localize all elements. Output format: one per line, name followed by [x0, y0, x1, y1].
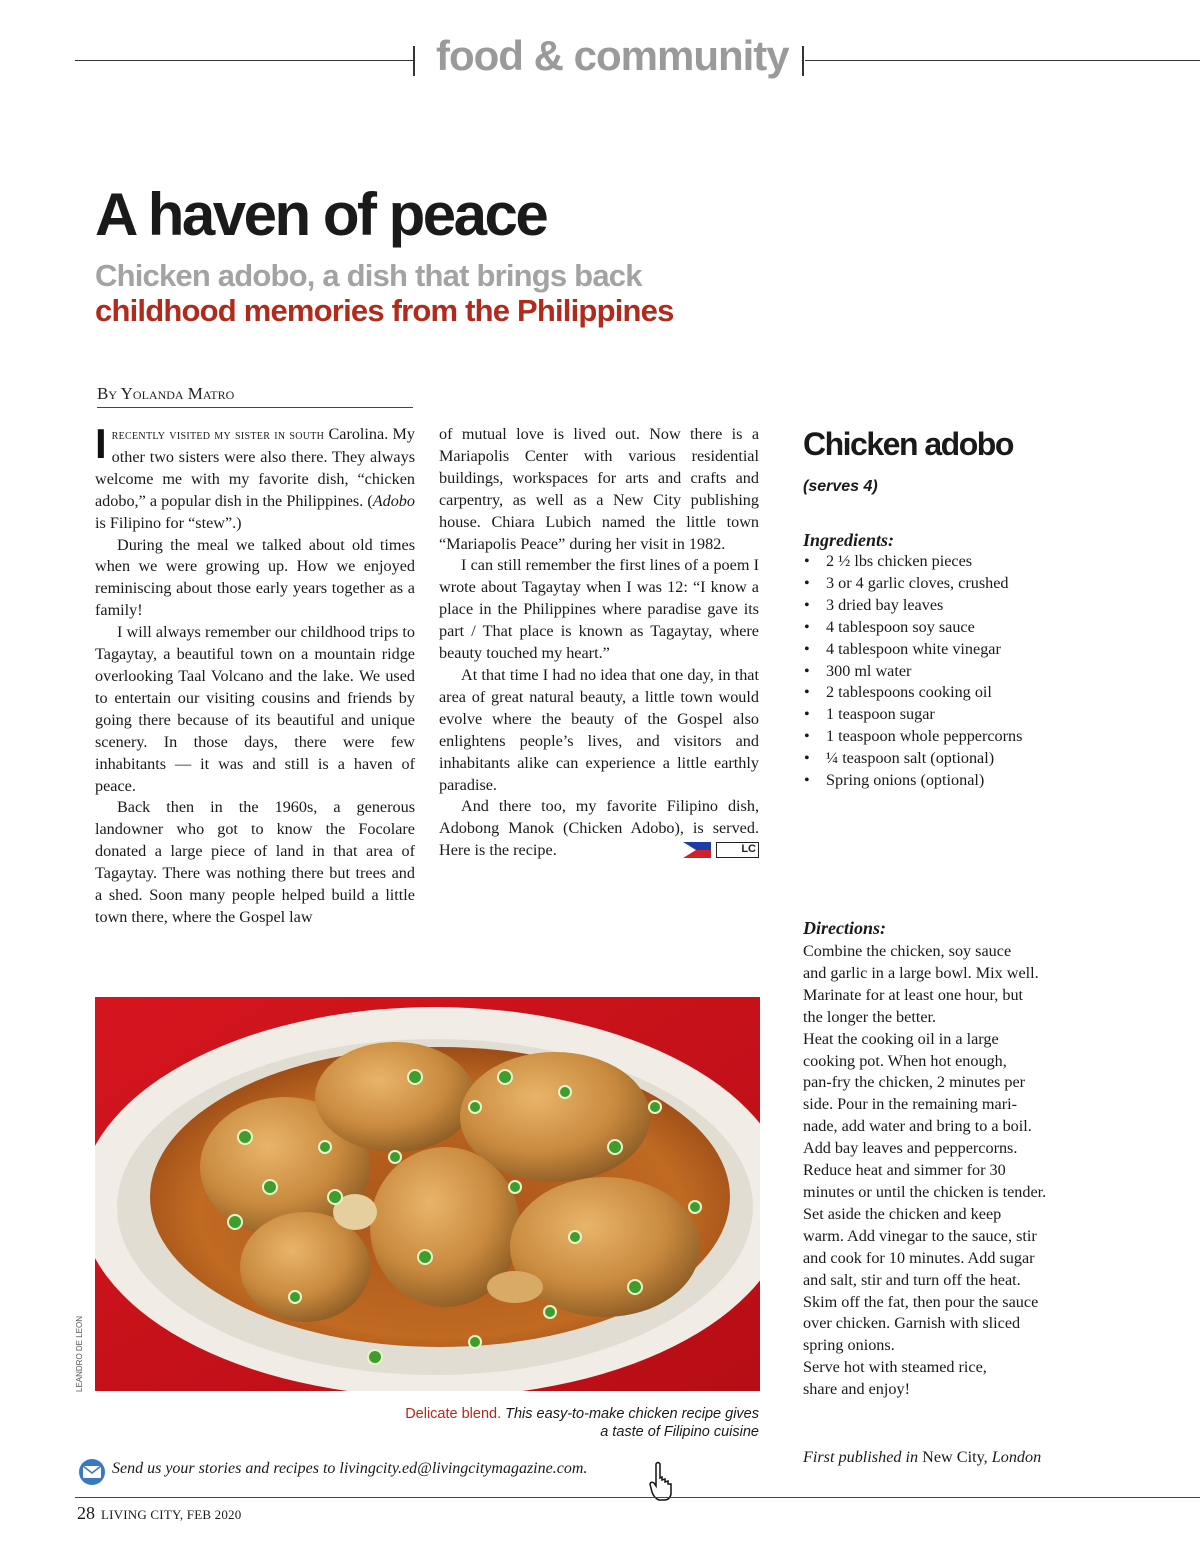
directions-line: Reduce heat and simmer for 30 [803, 1161, 1006, 1180]
footer-rule [75, 1497, 1200, 1498]
hand-pointer-icon [648, 1460, 676, 1502]
directions-line: Serve hot with steamed rice, [803, 1358, 987, 1377]
ingredient-item: • 300 ml water [803, 661, 1022, 683]
ingredient-item: • ¼ teaspoon salt (optional) [803, 748, 1022, 770]
paragraph-6: At that time I had no idea that one day, in that area of great natural beauty, a little town would evolve where the beauty of the Gospel also enlightens people’s lives, and visitors and inhabitants alike can experience a little earthly paradise. [439, 665, 759, 794]
directions-line: cooking pot. When hot enough, [803, 1051, 1007, 1070]
directions-line: Heat the cooking oil in a large [803, 1029, 999, 1048]
paragraph-2: During the meal we talked about old times when we were growing up. How we enjoyed reminiscing about those early years together as a family! [95, 535, 415, 620]
directions-line: the longer the better. [803, 1007, 937, 1026]
directions-line: Add bay leaves and peppercorns. [803, 1139, 1018, 1158]
ingredient-item: • Spring onions (optional) [803, 770, 1022, 792]
header-rule-right [805, 60, 1200, 61]
directions-line: minutes or until the chicken is tender. [803, 1182, 1047, 1201]
submission-invite: Send us your stories and recipes to livingcity.ed@livingcitymagazine.com. [112, 1460, 588, 1477]
publication-credit [803, 1448, 1041, 1467]
directions-line: share and enjoy! [803, 1380, 910, 1399]
recipe-serves: (serves 4) [803, 478, 878, 495]
deck-line-2: childhood memories from the Philippines [95, 293, 674, 328]
paragraph-1 [95, 420, 416, 535]
ingredient-item: • 3 dried bay leaves [803, 595, 1022, 617]
paragraph-3: I will always remember our childhood trips to Tagaytay, a beautiful town on a mountain ridge overlooking Taal Volcano and the lake. We used to entertain our visiting cousins and friends by going there because of its beautiful and unique scenery. In those days, there were few inhabitants — it was and still is a haven of peace. [95, 623, 415, 795]
paragraph-7 [439, 796, 759, 862]
magazine-issue: LIVING CITY, FEB 2020 [101, 1507, 242, 1522]
section-title: food & community [436, 32, 789, 79]
caption-lead: Delicate blend. [405, 1406, 502, 1422]
paragraph-1-text: Carolina. My other two sisters were also there. They always welcome me with my favorite dish, “chicken adobo,” a popular dish in the Philippines. ( [95, 425, 416, 510]
paragraph-4: Back then in the 1960s, a generous landowner who got to know the Focolare donated a large piece of land in that area of Tagaytay. There was nothing there but trees and a shed. Soon many people helped build a little town there, where the Gospel law [95, 798, 415, 926]
credit-city: London [991, 1448, 1042, 1466]
ingredient-item: • 1 teaspoon whole peppercorns [803, 726, 1022, 748]
ingredient-item: • 2 ½ lbs chicken pieces [803, 551, 1022, 573]
article-column-1 [95, 420, 416, 929]
directions-line: spring onions. [803, 1336, 895, 1355]
page-number: 28 [77, 1503, 95, 1523]
directions-line: Combine the chicken, soy sauce [803, 942, 1012, 960]
article-column-2 [439, 424, 759, 862]
credit-prefix: First published in [803, 1448, 919, 1466]
ingredient-item: • 4 tablespoon white vinegar [803, 639, 1022, 661]
paragraph-7-text: And there too, my favorite Filipino dish, Adobong Manok (Chicken Adobo), is served. Here is the recipe. [439, 797, 759, 860]
philippine-flag-icon [683, 842, 711, 858]
header-tick-right [802, 46, 804, 76]
caption-text: This easy-to-make chicken recipe gives a taste of Filipino cuisine [505, 1406, 759, 1440]
directions-line: pan-fry the chicken, 2 minutes per [803, 1073, 1026, 1092]
directions-line: Marinate for at least one hour, but [803, 985, 1024, 1004]
photo-credit: LEANDRO DE LEON [75, 1315, 84, 1392]
article-deck [95, 258, 674, 328]
credit-publication: New City, [922, 1448, 988, 1466]
byline: By Yolanda Matro [97, 384, 413, 408]
recipe-title: Chicken adobo [803, 426, 1013, 462]
ingredient-item: • 2 tablespoons cooking oil [803, 682, 1022, 704]
ingredients-heading: Ingredients: [803, 530, 895, 550]
header-rule-left [75, 60, 413, 61]
directions-line: side. Pour in the remaining mari- [803, 1095, 1017, 1114]
ingredient-item: • 3 or 4 garlic cloves, crushed [803, 573, 1022, 595]
dropcap: I [95, 420, 107, 467]
paragraph-5: I can still remember the first lines of a poem I wrote about Tagaytay when I was 12: “I know a place in the Philippines where paradise gave its part / That place is known as Tagaytay, where beauty touched my heart.” [439, 556, 759, 663]
directions-line: Skim off the fat, then pour the sauce [803, 1292, 1039, 1311]
directions-line: and cook for 10 minutes. Add sugar [803, 1248, 1035, 1267]
deck-line-1: Chicken adobo, a dish that brings back [95, 258, 642, 293]
mail-icon[interactable] [77, 1458, 107, 1486]
end-mark [683, 842, 759, 858]
paragraph-4-continued: of mutual love is lived out. Now there is a Mariapolis Center with various residential buildings, workspaces for arts and crafts and carpentry, as well as a New City publishing house. Chiara Lubich named the little town “Mariapolis Peace” during her visit in 1982. [439, 425, 759, 553]
ingredient-item: • 1 teaspoon sugar [803, 704, 1022, 726]
folio [77, 1503, 241, 1524]
header-tick-left [413, 46, 415, 76]
article-headline: A haven of peace [95, 181, 547, 248]
chicken-adobo-photo [95, 997, 760, 1391]
paragraph-1-emphasis: Adobo [372, 491, 415, 510]
lead-in: recently visited my sister in south [111, 428, 325, 443]
directions-line: and salt, stir and turn off the heat. [803, 1270, 1021, 1289]
ingredients-list [803, 551, 1022, 792]
directions-line: nade, add water and bring to a boil. [803, 1117, 1032, 1136]
directions-line: and garlic in a large bowl. Mix well. [803, 963, 1039, 982]
lc-logo: LC [716, 842, 759, 858]
directions-line: warm. Add vinegar to the sauce, stir [803, 1226, 1037, 1245]
photo-illustration [95, 997, 760, 1391]
paragraph-1-end: is Filipino for “stew”.) [95, 513, 242, 532]
photo-caption [399, 1405, 759, 1441]
ingredient-item: • 4 tablespoon soy sauce [803, 617, 1022, 639]
directions-line: Set aside the chicken and keep [803, 1204, 1002, 1223]
directions-text [803, 941, 1093, 1401]
directions-line: over chicken. Garnish with sliced [803, 1314, 1021, 1333]
directions-heading: Directions: [803, 918, 886, 938]
